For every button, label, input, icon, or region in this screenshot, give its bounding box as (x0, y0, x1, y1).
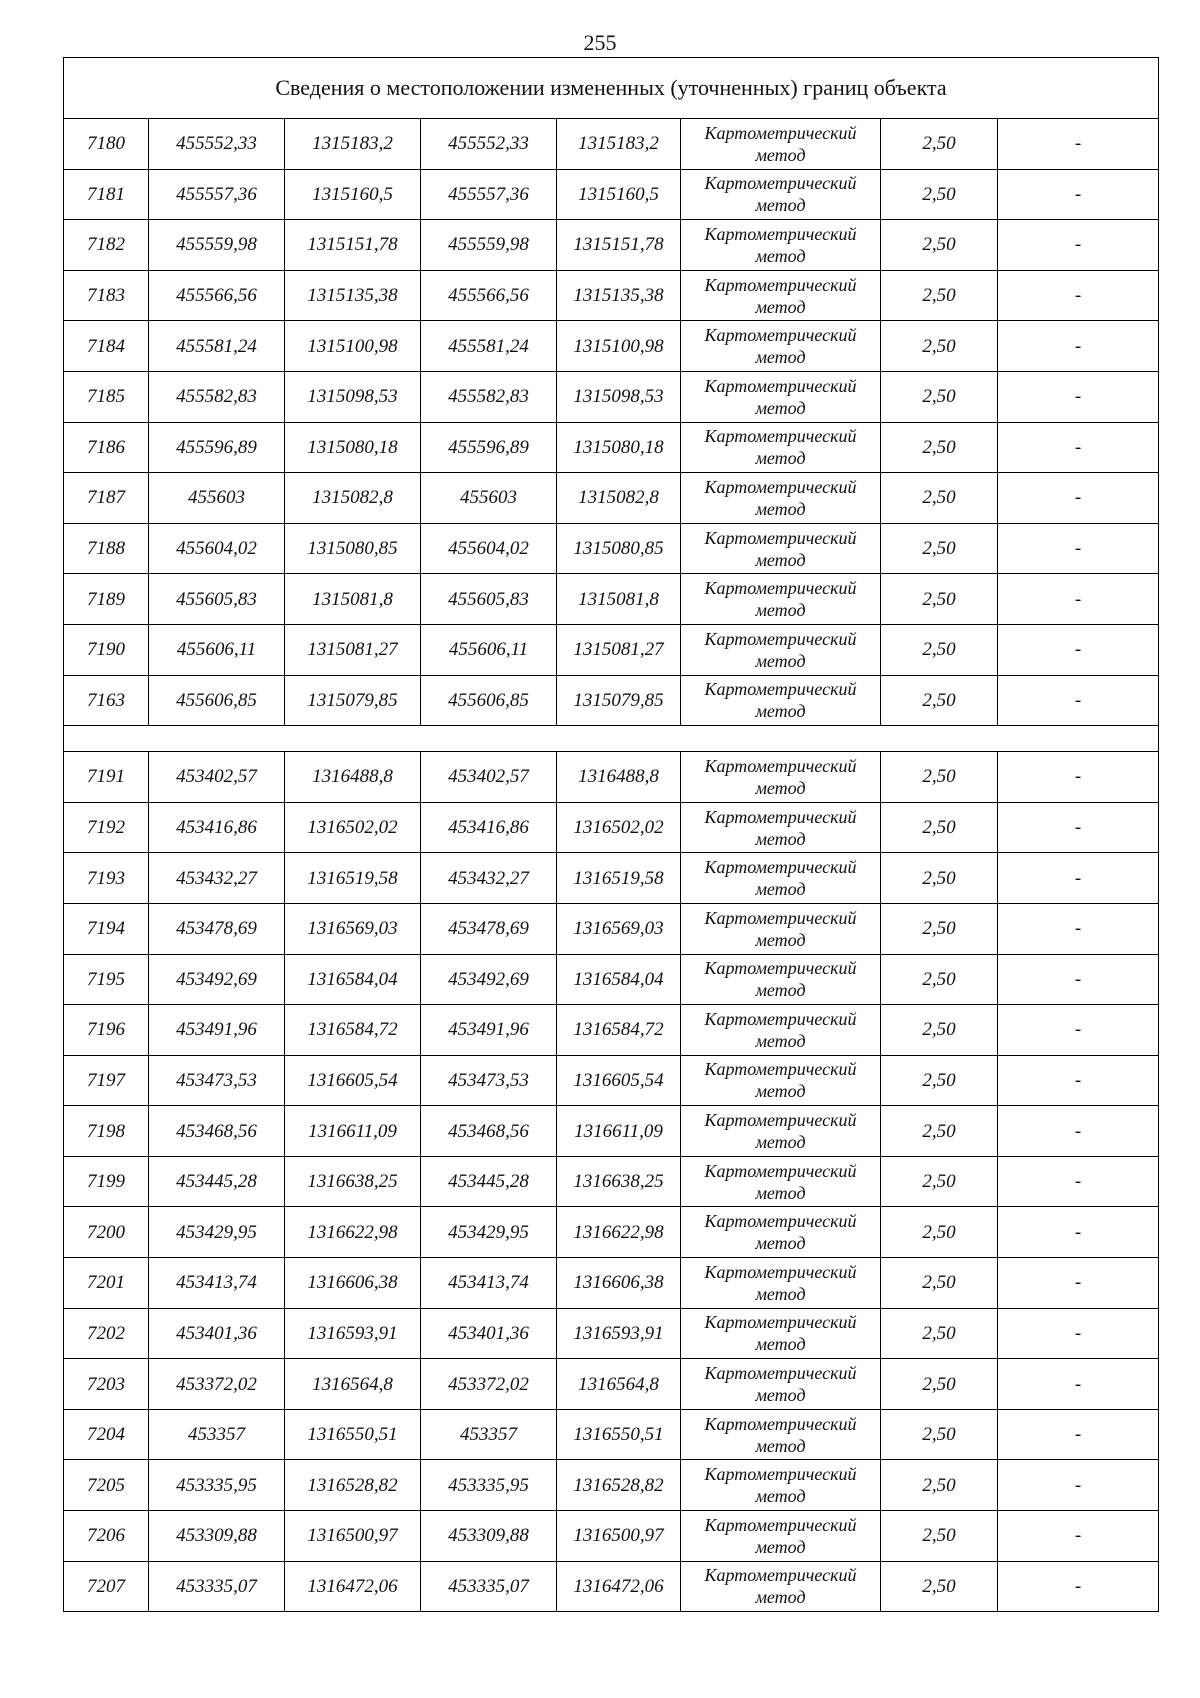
cell-x-new: 453432,27 (421, 853, 557, 904)
cell-y-new: 1315080,85 (557, 523, 681, 574)
cell-accuracy: 2,50 (881, 802, 998, 853)
cell-x-new: 453401,36 (421, 1308, 557, 1359)
cell-y-old: 1316502,02 (285, 802, 421, 853)
cell-method: Картометрический метод (681, 1156, 881, 1207)
cell-x-new: 455603 (421, 473, 557, 524)
cell-y-new: 1316622,98 (557, 1207, 681, 1258)
cell-y-new: 1316564,8 (557, 1359, 681, 1410)
cell-accuracy: 2,50 (881, 270, 998, 321)
cell-description: - (998, 1561, 1159, 1612)
cell-accuracy: 2,50 (881, 1511, 998, 1562)
cell-method: Картометрический метод (681, 675, 881, 726)
cell-method: Картометрический метод (681, 1359, 881, 1410)
cell-x-old: 453372,02 (149, 1359, 285, 1410)
cell-accuracy: 2,50 (881, 1005, 998, 1056)
cell-accuracy: 2,50 (881, 853, 998, 904)
table-row (64, 169, 1159, 220)
table-row (64, 270, 1159, 321)
cell-y-new: 1315160,5 (557, 169, 681, 220)
cell-y-old: 1315160,5 (285, 169, 421, 220)
cell-accuracy: 2,50 (881, 523, 998, 574)
cell-point-number: 7204 (64, 1409, 149, 1460)
cell-method: Картометрический метод (681, 1106, 881, 1157)
section-separator-row (64, 726, 1159, 752)
cell-accuracy: 2,50 (881, 903, 998, 954)
cell-accuracy: 2,50 (881, 1359, 998, 1410)
cell-y-old: 1316472,06 (285, 1561, 421, 1612)
cell-x-old: 455605,83 (149, 574, 285, 625)
cell-y-old: 1316622,98 (285, 1207, 421, 1258)
cell-y-old: 1316584,04 (285, 954, 421, 1005)
cell-description: - (998, 574, 1159, 625)
cell-point-number: 7186 (64, 422, 149, 473)
cell-accuracy: 2,50 (881, 1561, 998, 1612)
cell-x-old: 455596,89 (149, 422, 285, 473)
cell-x-old: 453429,95 (149, 1207, 285, 1258)
cell-y-old: 1315082,8 (285, 473, 421, 524)
cell-description: - (998, 1207, 1159, 1258)
cell-x-old: 453478,69 (149, 903, 285, 954)
cell-y-old: 1315183,2 (285, 119, 421, 170)
cell-accuracy: 2,50 (881, 321, 998, 372)
cell-accuracy: 2,50 (881, 752, 998, 803)
cell-x-new: 455605,83 (421, 574, 557, 625)
cell-point-number: 7192 (64, 802, 149, 853)
table-row (64, 954, 1159, 1005)
cell-x-old: 455566,56 (149, 270, 285, 321)
cell-x-new: 453491,96 (421, 1005, 557, 1056)
cell-y-old: 1315079,85 (285, 675, 421, 726)
cell-method: Картометрический метод (681, 954, 881, 1005)
cell-description: - (998, 903, 1159, 954)
cell-x-new: 455566,56 (421, 270, 557, 321)
cell-description: - (998, 1460, 1159, 1511)
table-title: Сведения о местоположении измененных (уточненных) границ объекта (64, 58, 1159, 119)
table-row (64, 574, 1159, 625)
cell-point-number: 7207 (64, 1561, 149, 1612)
cell-x-new: 453473,53 (421, 1055, 557, 1106)
cell-accuracy: 2,50 (881, 371, 998, 422)
cell-method: Картометрический метод (681, 1207, 881, 1258)
cell-method: Картометрический метод (681, 624, 881, 675)
cell-description: - (998, 523, 1159, 574)
cell-accuracy: 2,50 (881, 1409, 998, 1460)
cell-description: - (998, 1156, 1159, 1207)
table-row (64, 523, 1159, 574)
cell-point-number: 7190 (64, 624, 149, 675)
cell-point-number: 7198 (64, 1106, 149, 1157)
cell-method: Картометрический метод (681, 1258, 881, 1309)
cell-method: Картометрический метод (681, 422, 881, 473)
cell-x-old: 453445,28 (149, 1156, 285, 1207)
cell-accuracy: 2,50 (881, 473, 998, 524)
cell-y-new: 1316472,06 (557, 1561, 681, 1612)
cell-point-number: 7195 (64, 954, 149, 1005)
cell-x-old: 453432,27 (149, 853, 285, 904)
cell-y-new: 1316519,58 (557, 853, 681, 904)
table-row (64, 752, 1159, 803)
cell-point-number: 7205 (64, 1460, 149, 1511)
cell-y-new: 1315135,38 (557, 270, 681, 321)
cell-y-old: 1315098,53 (285, 371, 421, 422)
table-row (64, 1055, 1159, 1106)
cell-point-number: 7182 (64, 220, 149, 271)
cell-point-number: 7189 (64, 574, 149, 625)
cell-x-old: 453401,36 (149, 1308, 285, 1359)
cell-x-old: 453309,88 (149, 1511, 285, 1562)
cell-accuracy: 2,50 (881, 574, 998, 625)
cell-point-number: 7196 (64, 1005, 149, 1056)
table-row (64, 853, 1159, 904)
cell-y-old: 1315135,38 (285, 270, 421, 321)
cell-accuracy: 2,50 (881, 675, 998, 726)
cell-point-number: 7203 (64, 1359, 149, 1410)
cell-method: Картометрический метод (681, 853, 881, 904)
cell-description: - (998, 1308, 1159, 1359)
table-row (64, 422, 1159, 473)
cell-point-number: 7200 (64, 1207, 149, 1258)
table-row (64, 1359, 1159, 1410)
cell-y-old: 1315081,8 (285, 574, 421, 625)
cell-description: - (998, 675, 1159, 726)
table-row (64, 371, 1159, 422)
cell-y-new: 1316550,51 (557, 1409, 681, 1460)
cell-description: - (998, 1258, 1159, 1309)
cell-method: Картометрический метод (681, 1409, 881, 1460)
cell-y-old: 1316606,38 (285, 1258, 421, 1309)
cell-point-number: 7199 (64, 1156, 149, 1207)
cell-x-old: 453473,53 (149, 1055, 285, 1106)
cell-y-new: 1316611,09 (557, 1106, 681, 1157)
cell-accuracy: 2,50 (881, 1055, 998, 1106)
table-title-row (64, 58, 1159, 119)
cell-x-old: 455559,98 (149, 220, 285, 271)
cell-y-new: 1315183,2 (557, 119, 681, 170)
cell-method: Картометрический метод (681, 119, 881, 170)
cell-y-old: 1315100,98 (285, 321, 421, 372)
cell-description: - (998, 1055, 1159, 1106)
cell-y-old: 1316605,54 (285, 1055, 421, 1106)
cell-method: Картометрический метод (681, 1308, 881, 1359)
table-row (64, 1561, 1159, 1612)
cell-y-old: 1316611,09 (285, 1106, 421, 1157)
cell-point-number: 7180 (64, 119, 149, 170)
cell-accuracy: 2,50 (881, 422, 998, 473)
cell-method: Картометрический метод (681, 169, 881, 220)
cell-x-old: 453335,07 (149, 1561, 285, 1612)
cell-x-new: 453492,69 (421, 954, 557, 1005)
cell-y-old: 1316564,8 (285, 1359, 421, 1410)
cell-x-old: 455604,02 (149, 523, 285, 574)
cell-description: - (998, 954, 1159, 1005)
cell-description: - (998, 169, 1159, 220)
cell-method: Картометрический метод (681, 1460, 881, 1511)
cell-y-new: 1315079,85 (557, 675, 681, 726)
table-row (64, 624, 1159, 675)
cell-x-new: 453309,88 (421, 1511, 557, 1562)
cell-y-new: 1315151,78 (557, 220, 681, 271)
cell-description: - (998, 1359, 1159, 1410)
cell-method: Картометрический метод (681, 752, 881, 803)
cell-description: - (998, 1409, 1159, 1460)
cell-y-old: 1315080,18 (285, 422, 421, 473)
cell-y-new: 1315100,98 (557, 321, 681, 372)
cell-x-new: 455552,33 (421, 119, 557, 170)
cell-x-new: 455581,24 (421, 321, 557, 372)
table-row (64, 1005, 1159, 1056)
cell-x-new: 453429,95 (421, 1207, 557, 1258)
cell-description: - (998, 220, 1159, 271)
cell-y-new: 1315081,27 (557, 624, 681, 675)
cell-description: - (998, 371, 1159, 422)
cell-description: - (998, 853, 1159, 904)
cell-y-new: 1316593,91 (557, 1308, 681, 1359)
cell-point-number: 7201 (64, 1258, 149, 1309)
cell-y-new: 1316569,03 (557, 903, 681, 954)
cell-y-new: 1315098,53 (557, 371, 681, 422)
cell-method: Картометрический метод (681, 473, 881, 524)
cell-accuracy: 2,50 (881, 1258, 998, 1309)
cell-y-new: 1315080,18 (557, 422, 681, 473)
cell-point-number: 7194 (64, 903, 149, 954)
cell-accuracy: 2,50 (881, 1207, 998, 1258)
cell-description: - (998, 624, 1159, 675)
table-row (64, 1207, 1159, 1258)
cell-point-number: 7181 (64, 169, 149, 220)
cell-y-new: 1316488,8 (557, 752, 681, 803)
cell-accuracy: 2,50 (881, 624, 998, 675)
cell-method: Картометрический метод (681, 1005, 881, 1056)
cell-point-number: 7163 (64, 675, 149, 726)
cell-accuracy: 2,50 (881, 169, 998, 220)
cell-x-old: 455557,36 (149, 169, 285, 220)
cell-accuracy: 2,50 (881, 1308, 998, 1359)
cell-x-new: 453335,07 (421, 1561, 557, 1612)
cell-accuracy: 2,50 (881, 1106, 998, 1157)
table-row (64, 1156, 1159, 1207)
cell-y-old: 1316584,72 (285, 1005, 421, 1056)
cell-point-number: 7187 (64, 473, 149, 524)
table-row (64, 675, 1159, 726)
cell-accuracy: 2,50 (881, 220, 998, 271)
cell-accuracy: 2,50 (881, 119, 998, 170)
cell-x-old: 453492,69 (149, 954, 285, 1005)
cell-x-new: 453357 (421, 1409, 557, 1460)
cell-y-new: 1316584,72 (557, 1005, 681, 1056)
cell-method: Картометрический метод (681, 220, 881, 271)
cell-description: - (998, 422, 1159, 473)
table-row (64, 473, 1159, 524)
table-row (64, 220, 1159, 271)
table-row (64, 1106, 1159, 1157)
cell-point-number: 7185 (64, 371, 149, 422)
cell-x-old: 455603 (149, 473, 285, 524)
cell-y-new: 1316638,25 (557, 1156, 681, 1207)
page-number: 255 (583, 30, 617, 55)
cell-x-old: 453416,86 (149, 802, 285, 853)
cell-y-old: 1315080,85 (285, 523, 421, 574)
cell-point-number: 7191 (64, 752, 149, 803)
cell-y-old: 1316550,51 (285, 1409, 421, 1460)
cell-description: - (998, 321, 1159, 372)
cell-x-new: 455596,89 (421, 422, 557, 473)
section-separator (64, 726, 1159, 752)
cell-method: Картометрический метод (681, 1511, 881, 1562)
cell-point-number: 7188 (64, 523, 149, 574)
cell-point-number: 7183 (64, 270, 149, 321)
cell-point-number: 7193 (64, 853, 149, 904)
cell-method: Картометрический метод (681, 523, 881, 574)
boundary-table (63, 57, 1159, 1612)
cell-point-number: 7206 (64, 1511, 149, 1562)
cell-y-new: 1316606,38 (557, 1258, 681, 1309)
cell-point-number: 7197 (64, 1055, 149, 1106)
cell-description: - (998, 802, 1159, 853)
cell-x-old: 455582,83 (149, 371, 285, 422)
cell-x-old: 455606,11 (149, 624, 285, 675)
cell-x-new: 453416,86 (421, 802, 557, 853)
cell-method: Картометрический метод (681, 574, 881, 625)
cell-x-old: 453491,96 (149, 1005, 285, 1056)
cell-x-new: 453402,57 (421, 752, 557, 803)
cell-x-new: 455606,85 (421, 675, 557, 726)
cell-y-old: 1316569,03 (285, 903, 421, 954)
cell-description: - (998, 270, 1159, 321)
cell-y-old: 1316488,8 (285, 752, 421, 803)
cell-x-old: 453335,95 (149, 1460, 285, 1511)
cell-point-number: 7184 (64, 321, 149, 372)
cell-y-old: 1316519,58 (285, 853, 421, 904)
cell-y-old: 1315081,27 (285, 624, 421, 675)
cell-description: - (998, 119, 1159, 170)
table-row (64, 321, 1159, 372)
cell-method: Картометрический метод (681, 903, 881, 954)
cell-method: Картометрический метод (681, 371, 881, 422)
cell-accuracy: 2,50 (881, 1156, 998, 1207)
cell-y-new: 1316502,02 (557, 802, 681, 853)
cell-x-old: 453468,56 (149, 1106, 285, 1157)
cell-x-old: 453413,74 (149, 1258, 285, 1309)
cell-description: - (998, 1005, 1159, 1056)
cell-x-old: 455606,85 (149, 675, 285, 726)
cell-x-new: 455559,98 (421, 220, 557, 271)
cell-method: Картометрический метод (681, 1055, 881, 1106)
cell-method: Картометрический метод (681, 270, 881, 321)
cell-method: Картометрический метод (681, 802, 881, 853)
table-row (64, 1308, 1159, 1359)
table-row (64, 1511, 1159, 1562)
cell-x-old: 453357 (149, 1409, 285, 1460)
cell-method: Картометрический метод (681, 1561, 881, 1612)
cell-description: - (998, 1106, 1159, 1157)
cell-y-old: 1315151,78 (285, 220, 421, 271)
cell-x-new: 455582,83 (421, 371, 557, 422)
cell-x-new: 453413,74 (421, 1258, 557, 1309)
cell-description: - (998, 473, 1159, 524)
table-row (64, 802, 1159, 853)
cell-x-new: 455606,11 (421, 624, 557, 675)
cell-y-new: 1316528,82 (557, 1460, 681, 1511)
cell-y-new: 1316500,97 (557, 1511, 681, 1562)
cell-x-new: 453372,02 (421, 1359, 557, 1410)
cell-x-old: 453402,57 (149, 752, 285, 803)
cell-method: Картометрический метод (681, 321, 881, 372)
cell-x-old: 455552,33 (149, 119, 285, 170)
cell-y-new: 1316605,54 (557, 1055, 681, 1106)
cell-description: - (998, 1511, 1159, 1562)
table-row (64, 1409, 1159, 1460)
cell-accuracy: 2,50 (881, 954, 998, 1005)
table-row (64, 903, 1159, 954)
cell-x-new: 455604,02 (421, 523, 557, 574)
cell-y-new: 1316584,04 (557, 954, 681, 1005)
cell-accuracy: 2,50 (881, 1460, 998, 1511)
cell-y-old: 1316593,91 (285, 1308, 421, 1359)
cell-x-new: 453478,69 (421, 903, 557, 954)
cell-y-old: 1316500,97 (285, 1511, 421, 1562)
cell-x-new: 453335,95 (421, 1460, 557, 1511)
cell-point-number: 7202 (64, 1308, 149, 1359)
cell-y-old: 1316638,25 (285, 1156, 421, 1207)
table-row (64, 1460, 1159, 1511)
table-row (64, 1258, 1159, 1309)
cell-y-new: 1315082,8 (557, 473, 681, 524)
cell-x-new: 455557,36 (421, 169, 557, 220)
cell-x-new: 453445,28 (421, 1156, 557, 1207)
cell-y-new: 1315081,8 (557, 574, 681, 625)
cell-y-old: 1316528,82 (285, 1460, 421, 1511)
cell-description: - (998, 752, 1159, 803)
table-row (64, 119, 1159, 170)
cell-x-new: 453468,56 (421, 1106, 557, 1157)
cell-x-old: 455581,24 (149, 321, 285, 372)
